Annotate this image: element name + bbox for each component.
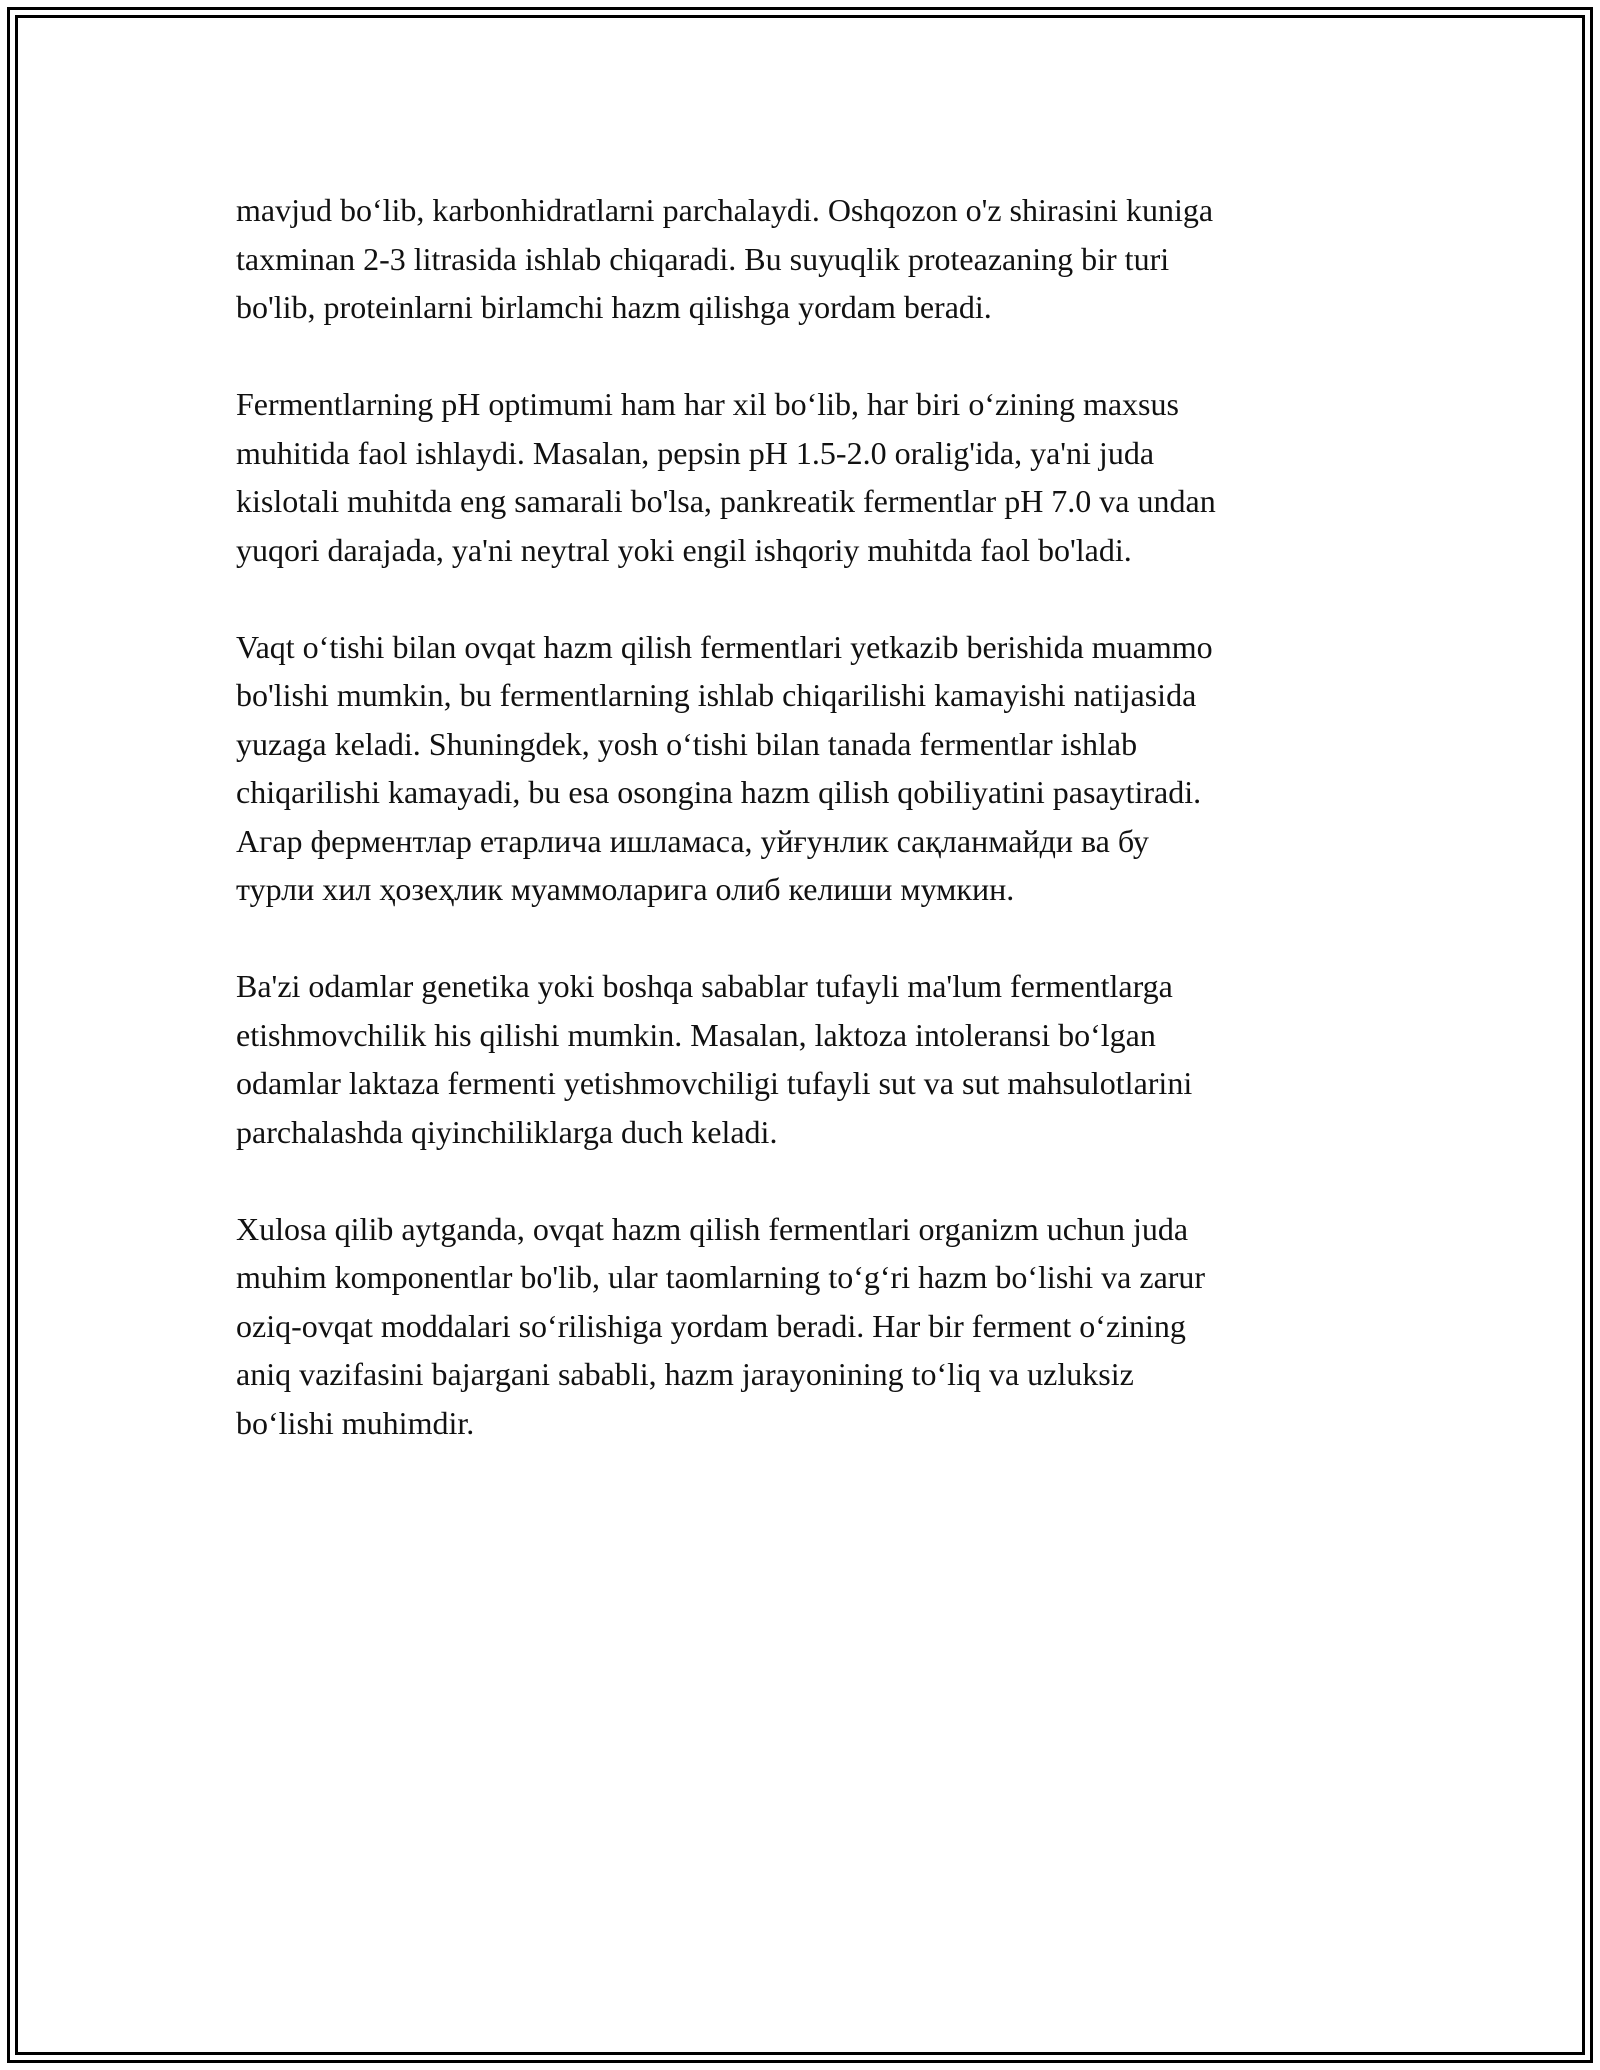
paragraph-2: Fermentlarning pH optimumi ham har xil boʻlib, har biri oʻzining maxsus muhitida faol ishlaydi. Masalan, pepsin pH 1.5-2.0 oralig'ida, ya'ni juda kislotali muhitda eng samarali bo'lsa, pankreatik fermentlar pH 7.0 va undan yuqori darajada, ya'ni neytral yoki engil ishqoriy muhitda faol bo'ladi. xyxy=(236,386,1216,568)
paragraph-5: Xulosa qilib aytganda, ovqat hazm qilish fermentlari organizm uchun juda muhim komponentlar bo'lib, ular taomlarning toʻgʻri hazm boʻlishi va zarur oziq-ovqat moddalari soʻrilishiga yordam beradi. Har bir ferment oʻzining aniq vazifasini bajargani sababli, hazm jarayonining toʻliq va uzluksiz boʻlishi muhimdir. xyxy=(236,1210,1206,1441)
paragraph-4: Ba'zi odamlar genetika yoki boshqa sabablar tufayli ma'lum fermentlarga etishmovchilik his qilishi mumkin. Masalan, laktoza intoleransi boʻlgan odamlar laktaza fermenti yetishmovchiligi tufayli sut va sut mahsulotlarini parchalashda qiyinchiliklarga duch keladi. xyxy=(236,968,1193,1150)
paragraph-3: Vaqt oʻtishi bilan ovqat hazm qilish fermentlari yetkazib berishida muammo bo'lishi mumkin, bu fermentlarning ishlab chiqarilishi kamayishi natijasida yuzaga keladi. Shuningdek, yosh oʻtishi bilan tanada fermentlar ishlab chiqarilishi kamayadi, bu esa osongina hazm qilish qobiliyatini pasaytiradi. Агар ферментлар етарлича ишламаса, уйғунлик сақланмайди ва бу турли хил ҳозеҳлик муаммоларига олиб келиши мумкин. xyxy=(236,628,1213,907)
document-body xyxy=(236,186,1376,1496)
paragraph-1: mavjud boʻlib, karbonhidratlarni parchalaydi. Oshqozon o'z shirasini kuniga taxminan 2-3 litrasida ishlab chiqaradi. Bu suyuqlik proteazaning bir turi bo'lib, proteinlarni birlamchi hazm qilishga yordam beradi. xyxy=(236,192,1214,325)
